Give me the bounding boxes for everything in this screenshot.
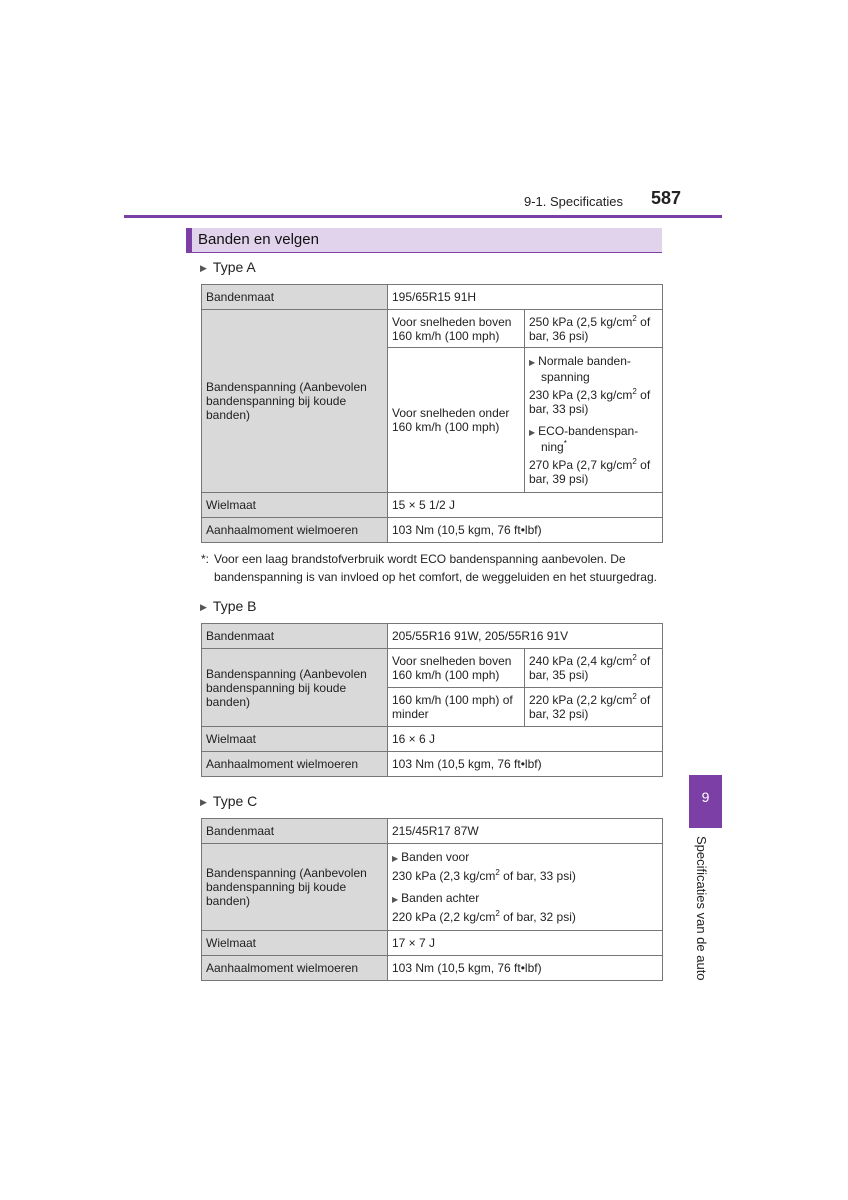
table-row (202, 649, 663, 688)
pressure-options-cell (525, 348, 663, 493)
pressure-options-cell (388, 844, 663, 931)
type-c-table (201, 818, 663, 981)
table-row (202, 931, 663, 956)
pressure-value-cell (525, 688, 663, 727)
superscript: 2 (632, 692, 637, 701)
pressure-value-cell (525, 310, 663, 348)
speed-condition-cell: 160 km/h (100 mph) of minder (388, 688, 525, 727)
front-tire-label: Banden voor (401, 850, 470, 864)
superscript: 2 (632, 313, 637, 323)
type-b-heading (200, 598, 257, 614)
wheel-value-cell: 16 × 6 J (388, 727, 663, 752)
pressure-value: 230 kPa (2,3 kg/cm (529, 388, 633, 402)
pressure-value: 270 kPa (2,7 kg/cm (529, 458, 633, 472)
footnote-text: Voor een laag brandstofverbruik wordt ECO bandenspanning aanbevolen. De bandenspanning is van invloed op het comfort, de weggeluiden en het stuurgedrag. (214, 552, 657, 584)
pressure-value-suffix: of bar, 39 psi) (529, 458, 651, 486)
header-section-title: 9-1. Specificaties (524, 194, 623, 209)
wheel-value-cell: 15 × 5 1/2 J (388, 493, 663, 518)
triangle-right-icon: ▶ (200, 263, 207, 273)
superscript: 2 (632, 457, 637, 466)
torque-value-cell: 103 Nm (10,5 kgm, 76 ft•lbf) (388, 956, 663, 981)
section-title-box (186, 228, 662, 253)
superscript: 2 (495, 868, 500, 877)
table-row (202, 493, 663, 518)
superscript: 2 (632, 653, 637, 662)
wheel-label-cell: Wielmaat (202, 493, 388, 518)
table-row (202, 819, 663, 844)
size-value-cell: 205/55R16 91W, 205/55R16 91V (388, 624, 663, 649)
table-row (202, 727, 663, 752)
type-b-label: Type B (212, 598, 257, 614)
pressure-value: 250 kPa (2,5 kg/cm (529, 314, 633, 329)
front-tire-value (392, 869, 658, 883)
speed-condition-cell: Voor snelheden onder 160 km/h (100 mph) (388, 348, 525, 493)
size-label-cell: Bandenmaat (202, 624, 388, 649)
front-tire-item (392, 850, 658, 866)
torque-value-cell: 103 Nm (10,5 kgm, 76 ft•lbf) (388, 518, 663, 543)
triangle-right-icon: ▶ (392, 895, 399, 904)
normal-pressure-item (529, 354, 658, 384)
torque-label-cell: Aanhaalmoment wielmoeren (202, 518, 388, 543)
triangle-right-icon: ▶ (200, 602, 207, 612)
section-title-accent-bar (186, 228, 192, 252)
section-title: Banden en velgen (198, 231, 319, 248)
pressure-value-suffix: of bar, 33 psi) (499, 869, 576, 883)
pressure-value-suffix: of bar, 36 psi) (529, 314, 651, 343)
chapter-tab[interactable]: 9 (689, 775, 722, 828)
triangle-right-icon: ▶ (529, 428, 536, 437)
normal-pressure-label: Normale banden-spanning (538, 354, 631, 384)
table-row (202, 518, 663, 543)
footnote-marker: *: (201, 552, 210, 566)
pressure-value-suffix: of bar, 32 psi) (499, 910, 576, 924)
table-row (202, 285, 663, 310)
normal-pressure-value (529, 388, 658, 416)
table-row (202, 844, 663, 931)
eco-pressure-item (529, 424, 658, 454)
triangle-right-icon: ▶ (392, 854, 399, 863)
size-value-cell: 215/45R17 87W (388, 819, 663, 844)
type-c-label: Type C (212, 793, 258, 809)
eco-pressure-value (529, 458, 658, 486)
type-a-label: Type A (212, 259, 256, 275)
torque-value-cell: 103 Nm (10,5 kgm, 76 ft•lbf) (388, 752, 663, 777)
rear-tire-label: Banden achter (401, 891, 480, 905)
table-row (202, 624, 663, 649)
pressure-value: 240 kPa (2,4 kg/cm (529, 654, 633, 668)
triangle-right-icon: ▶ (200, 797, 207, 807)
superscript: 2 (632, 387, 637, 396)
pressure-value: 220 kPa (2,2 kg/cm (529, 693, 633, 707)
pressure-value-suffix: of bar, 32 psi) (529, 693, 651, 721)
footnote (201, 550, 663, 586)
pressure-label-cell: Bandenspanning (Aanbevolen bandenspanning bij koude banden) (202, 310, 388, 493)
header-divider (124, 215, 722, 218)
size-value-cell: 195/65R15 91H (388, 285, 663, 310)
pressure-value: 220 kPa (2,2 kg/cm (392, 910, 496, 924)
pressure-label-cell: Bandenspanning (Aanbevolen bandenspanning bij koude banden) (202, 649, 388, 727)
torque-label-cell: Aanhaalmoment wielmoeren (202, 752, 388, 777)
torque-label-cell: Aanhaalmoment wielmoeren (202, 956, 388, 981)
eco-pressure-label: ECO-bandenspan-ning (538, 424, 639, 454)
pressure-value: 230 kPa (2,3 kg/cm (392, 869, 496, 883)
speed-condition-cell: Voor snelheden boven 160 km/h (100 mph) (388, 649, 525, 688)
table-row (202, 310, 663, 348)
type-b-table (201, 623, 663, 777)
wheel-label-cell: Wielmaat (202, 727, 388, 752)
speed-condition-cell: Voor snelheden boven 160 km/h (100 mph) (388, 310, 525, 348)
pressure-value-suffix: of bar, 33 psi) (529, 388, 651, 416)
rear-tire-item (392, 891, 658, 907)
pressure-value-cell (525, 649, 663, 688)
table-row (202, 956, 663, 981)
wheel-label-cell: Wielmaat (202, 931, 388, 956)
superscript: 2 (495, 909, 500, 918)
type-c-heading (200, 793, 257, 809)
type-a-heading (200, 259, 256, 275)
table-row (202, 752, 663, 777)
wheel-value-cell: 17 × 7 J (388, 931, 663, 956)
footnote-marker: * (563, 439, 567, 448)
page-number: 587 (651, 188, 682, 208)
rear-tire-value (392, 910, 658, 924)
pressure-value-suffix: of bar, 35 psi) (529, 654, 651, 682)
pressure-label-cell: Bandenspanning (Aanbevolen bandenspanning bij koude banden) (202, 844, 388, 931)
type-a-table (201, 284, 663, 543)
chapter-tab-label: Specificaties van de auto (694, 836, 709, 981)
size-label-cell: Bandenmaat (202, 819, 388, 844)
triangle-right-icon: ▶ (529, 358, 536, 367)
size-label-cell: Bandenmaat (202, 285, 388, 310)
